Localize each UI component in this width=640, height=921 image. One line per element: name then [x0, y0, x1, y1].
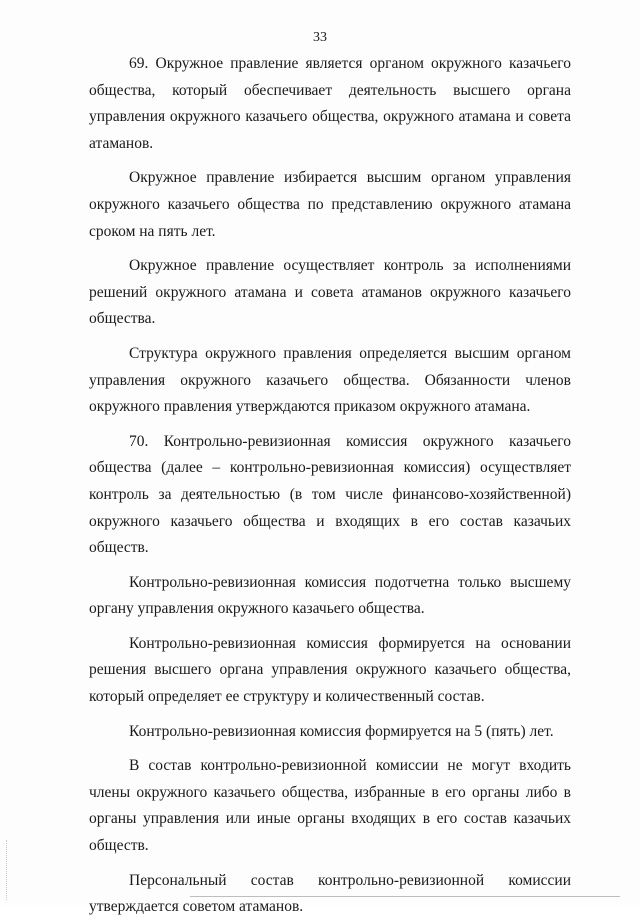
- page-number: 33: [313, 30, 327, 45]
- scan-edge-marks: [6, 840, 8, 900]
- paragraph-accountability: Контрольно-ревизионная комиссия подотчетна только высшему органу управления окружного казачьего общества.: [89, 573, 571, 618]
- paragraph-formation: Контрольно-ревизионная комиссия формируется на основании решения высшего органа управления окружного казачьего общества, который определяет ее структуру и количественный состав.: [89, 634, 571, 706]
- paragraph-control: Окружное правление осуществляет контроль за исполнениями решений окружного атамана и совета атаманов окружного казачьего общества.: [89, 257, 571, 328]
- paragraph-election: Окружное правление избирается высшим органом управления окружного казачьего общества по представлению окружного атамана сроком на пять лет.: [89, 169, 571, 240]
- paragraph-70: 70. Контрольно-ревизионная комиссия окружного казачьего общества (далее – контрольно-ревизионная комиссия) осуществляет контроль за деятельностью (в том числе финансово-хозяйственной) окружного казачьего общества и входящих в его состав казачьих обществ.: [89, 432, 571, 557]
- paragraph-structure: Структура окружного правления определяется высшим органом управления окружного казачьего общества. Обязанности членов окружного правления утверждаются приказом окружного атамана.: [89, 344, 571, 416]
- paragraph-term: Контрольно-ревизионная комиссия формируется на 5 (пять) лет.: [129, 722, 554, 740]
- paragraph-approval: Персональный состав контрольно-ревизионной комиссии утверждается советом атаманов.: [89, 871, 571, 916]
- paragraph-69: 69. Окружное правление является органом окружного казачьего общества, который обеспечивает деятельность высшего органа управления окружного казачьего общества, окружного атамана и совета атаманов.: [89, 55, 571, 152]
- bottom-scan-line: [190, 896, 620, 897]
- paragraph-eligibility: В состав контрольно-ревизионной комиссии не могут входить члены окружного казачьего общества, избранные в его органы либо в органы управления или иные органы входящих в его состав казачьих обществ.: [89, 757, 571, 855]
- document-body: [89, 51, 571, 921]
